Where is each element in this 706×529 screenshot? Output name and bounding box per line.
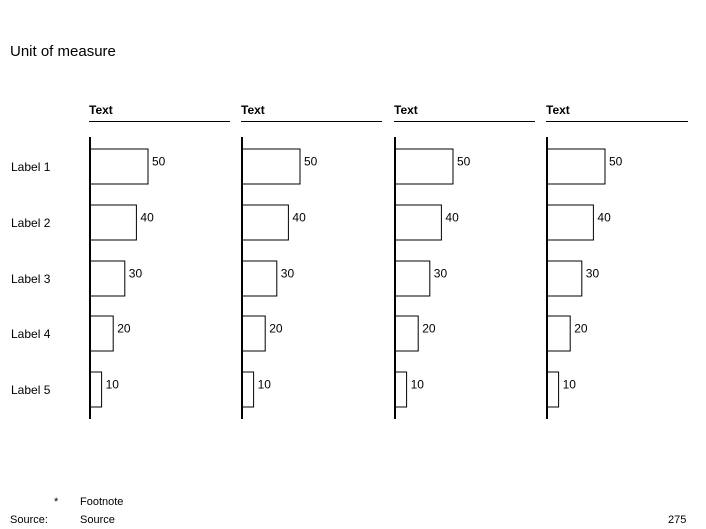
data-label-panel-1-category-4: 20 <box>117 321 131 336</box>
bar-panel-1-category-5 <box>90 372 102 407</box>
bar-panel-2-category-3 <box>242 261 277 296</box>
panel-title-1: Text <box>89 103 113 117</box>
bar-panel-3-category-2 <box>395 205 441 240</box>
bar-panel-2-category-2 <box>242 205 288 240</box>
bar-panel-4-category-1 <box>547 149 605 184</box>
data-label-panel-4-category-2: 40 <box>597 210 611 225</box>
data-label-panel-3-category-3: 30 <box>433 266 448 281</box>
data-label-panel-3-category-2: 40 <box>445 210 459 225</box>
bar-panel-3-category-5 <box>395 372 407 407</box>
data-label-panel-4-category-4: 20 <box>574 321 588 336</box>
data-label-panel-4-category-1: 50 <box>609 154 623 169</box>
bar-panel-3-category-3 <box>395 261 430 296</box>
bar-panel-4-category-3 <box>547 261 582 296</box>
data-label-panel-1-category-1: 50 <box>152 154 166 169</box>
unit-of-measure-label: Unit of measure <box>10 43 116 60</box>
data-label-panel-2-category-1: 50 <box>304 154 318 169</box>
source-text: Source <box>80 514 115 526</box>
bar-panel-4-category-2 <box>547 205 593 240</box>
bar-panel-4-category-4 <box>547 316 570 351</box>
footnote-marker: * <box>54 496 59 508</box>
bar-panel-4-category-5 <box>547 372 559 407</box>
data-label-panel-1-category-2: 40 <box>140 210 154 225</box>
data-label-panel-4-category-3: 30 <box>585 266 600 281</box>
bar-panel-1-category-3 <box>90 261 125 296</box>
bar-panel-2-category-5 <box>242 372 254 407</box>
bar-panel-3-category-4 <box>395 316 418 351</box>
panel-title-4: Text <box>546 103 570 117</box>
bar-panel-3-category-1 <box>395 149 453 184</box>
data-label-panel-3-category-1: 50 <box>457 154 471 169</box>
category-label-2: Label 2 <box>11 216 51 230</box>
category-label-1: Label 1 <box>11 160 51 174</box>
category-label-4: Label 4 <box>11 327 51 341</box>
bar-panel-1-category-1 <box>90 149 148 184</box>
data-label-panel-1-category-3: 30 <box>128 266 143 281</box>
data-label-panel-3-category-5: 10 <box>410 377 424 392</box>
data-label-panel-4-category-5: 10 <box>562 377 576 392</box>
panel-title-2: Text <box>241 103 265 117</box>
panel-title-3: Text <box>394 103 418 117</box>
data-label-panel-1-category-5: 10 <box>105 377 119 392</box>
footnote-text: Footnote <box>80 496 124 508</box>
category-label-5: Label 5 <box>11 383 51 397</box>
data-label-panel-2-category-3: 30 <box>280 266 295 281</box>
page-number: 275 <box>668 514 687 526</box>
bar-panel-1-category-2 <box>90 205 136 240</box>
data-label-panel-2-category-5: 10 <box>257 377 271 392</box>
bar-panel-1-category-4 <box>90 316 113 351</box>
data-label-panel-2-category-2: 40 <box>292 210 306 225</box>
source-label: Source: <box>10 514 48 526</box>
category-label-3: Label 3 <box>11 272 51 286</box>
data-label-panel-2-category-4: 20 <box>269 321 283 336</box>
data-label-panel-3-category-4: 20 <box>422 321 436 336</box>
bar-panel-2-category-4 <box>242 316 265 351</box>
bar-panel-2-category-1 <box>242 149 300 184</box>
